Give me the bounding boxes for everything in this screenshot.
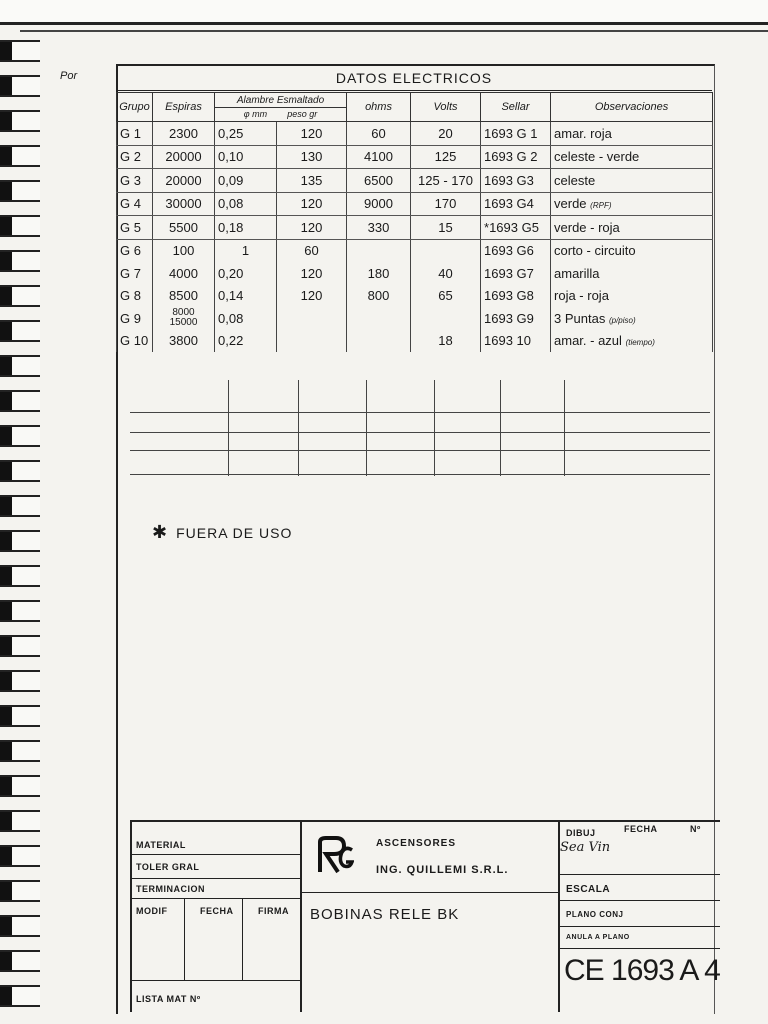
label-modif: MODIF: [136, 906, 168, 916]
top-rule: [20, 30, 768, 32]
cell-espiras: 3800: [153, 330, 215, 353]
cell-volts: 170: [411, 192, 481, 216]
signature: Sea Vin: [560, 840, 611, 855]
tb-line: [558, 874, 720, 875]
cell-espiras: 4000: [153, 262, 215, 285]
binding-ring: [0, 775, 40, 797]
cell-grupo: G 10: [117, 330, 153, 353]
binding-ring: [0, 600, 40, 622]
cell-espiras: 30000: [153, 192, 215, 216]
table-row: [117, 216, 713, 240]
table-header-row: [117, 93, 713, 122]
tb-line: [300, 892, 558, 893]
label-numero: Nº: [690, 824, 701, 834]
cell-espiras: 8500: [153, 285, 215, 308]
cell-grupo: G 2: [117, 145, 153, 169]
obs-text: amar. roja: [554, 125, 612, 141]
top-edge-band: [0, 0, 768, 25]
cell-sellar: 1693 G6: [481, 239, 551, 262]
lista-mat-num: Nº: [189, 994, 201, 1004]
cell-ohms: 800: [347, 285, 411, 308]
header-alambre-peso: peso gr: [287, 108, 318, 119]
cell-espiras: 2300: [153, 122, 215, 146]
spiral-binding: [0, 40, 42, 1024]
grid-vline: [500, 380, 501, 476]
cell-ohms: [347, 330, 411, 353]
cell-obs: [551, 169, 713, 193]
drawing-code: CE 1693 A 4: [564, 954, 720, 987]
grid-hline: [130, 450, 710, 451]
obs-text: 3 Puntas: [554, 310, 606, 326]
out-of-use-note: [152, 522, 292, 543]
table-row: [117, 262, 713, 285]
cell-sellar: 1693 10: [481, 330, 551, 353]
binding-ring: [0, 670, 40, 692]
binding-ring: [0, 880, 40, 902]
binding-ring: [0, 110, 40, 132]
corner-mark: Por: [60, 70, 78, 82]
binding-ring: [0, 390, 40, 412]
cell-grupo: G 9: [117, 307, 153, 330]
cell-ohms: 180: [347, 262, 411, 285]
tb-line: [558, 926, 720, 927]
table-row: [117, 192, 713, 216]
cell-mm: 0,22: [215, 330, 277, 353]
binding-ring: [0, 915, 40, 937]
cell-sellar: 1693 G4: [481, 192, 551, 216]
cell-ohms: [347, 307, 411, 330]
tb-line: [130, 898, 300, 899]
cell-mm: 0,25: [215, 122, 277, 146]
cell-grupo: G 6: [117, 239, 153, 262]
cell-volts: 125: [411, 145, 481, 169]
cell-volts: 65: [411, 285, 481, 308]
header-alambre-label: Alambre Esmaltado: [215, 95, 346, 108]
binding-ring: [0, 810, 40, 832]
obs-text: verde: [554, 196, 587, 212]
label-dibujo: DIBUJ: [566, 828, 596, 838]
binding-ring: [0, 285, 40, 307]
cell-ohms: 330: [347, 216, 411, 240]
cell-mm: 1: [215, 239, 277, 262]
obs-text: amarilla: [554, 265, 600, 281]
cell-espiras: 20000: [153, 145, 215, 169]
label-escala: ESCALA: [566, 884, 611, 895]
cell-mm: 0,08: [215, 307, 277, 330]
cell-obs: [551, 122, 713, 146]
cell-peso: 120: [277, 285, 347, 308]
binding-ring: [0, 845, 40, 867]
cell-espiras: 5500: [153, 216, 215, 240]
table-row: [117, 285, 713, 308]
obs-text: verde - roja: [554, 219, 620, 235]
tb-line: [558, 948, 720, 949]
header-volts: Volts: [411, 93, 481, 122]
cell-peso: 130: [277, 145, 347, 169]
grid-hline: [130, 432, 710, 433]
cell-espiras-b: 15000: [169, 317, 198, 329]
obs-note: (tiempo): [625, 338, 655, 348]
label-toler-gral: TOLER GRAL: [136, 862, 200, 872]
label-anula-plano: ANULA A PLANO: [566, 934, 630, 941]
tb-line: [130, 854, 300, 855]
company-logo: [316, 836, 354, 876]
binding-ring: [0, 355, 40, 377]
header-observaciones: Observaciones: [551, 93, 713, 122]
cell-grupo: G 1: [117, 122, 153, 146]
cell-sellar: 1693 G 2: [481, 145, 551, 169]
company-name-line1: ASCENSORES: [376, 838, 457, 849]
binding-ring: [0, 740, 40, 762]
label-material: MATERIAL: [136, 840, 186, 850]
tb-line: [184, 898, 185, 980]
obs-note: (p/piso): [608, 315, 636, 325]
document-title: DATOS ELECTRICOS: [116, 66, 712, 91]
cell-volts: 20: [411, 122, 481, 146]
cell-peso: 120: [277, 216, 347, 240]
binding-ring: [0, 530, 40, 552]
cell-ohms: 6500: [347, 169, 411, 193]
tb-line: [130, 980, 300, 981]
cell-espiras-a: 8000: [172, 307, 195, 319]
header-sellar: Sellar: [481, 93, 551, 122]
header-alambre: [215, 93, 347, 122]
table-row: [117, 145, 713, 169]
tb-line: [130, 878, 300, 879]
cell-obs: [551, 145, 713, 169]
binding-ring: [0, 250, 40, 272]
cell-peso: 120: [277, 122, 347, 146]
grid-vline: [228, 380, 229, 476]
cell-obs: [551, 330, 713, 353]
header-espiras: Espiras: [153, 93, 215, 122]
cell-mm: 0,08: [215, 192, 277, 216]
tb-line: [300, 822, 302, 1012]
header-grupo: Grupo: [117, 93, 153, 122]
binding-ring: [0, 565, 40, 587]
note-text: FUERA DE USO: [176, 525, 293, 541]
tb-line: [558, 900, 720, 901]
grid-vline: [564, 380, 565, 476]
cell-sellar: 1693 G9: [481, 307, 551, 330]
cell-sellar: 1693 G7: [481, 262, 551, 285]
cell-volts: 125 - 170: [411, 169, 481, 193]
binding-ring: [0, 705, 40, 727]
obs-text: celeste - verde: [554, 149, 640, 165]
cell-grupo: G 8: [117, 285, 153, 308]
cell-obs: [551, 239, 713, 262]
obs-text: amar. - azul: [554, 333, 622, 349]
cell-obs: [551, 192, 713, 216]
cell-obs: [551, 307, 713, 330]
cell-volts: [411, 239, 481, 262]
binding-ring: [0, 180, 40, 202]
label-lista-mat: [136, 994, 201, 1004]
cell-volts: 18: [411, 330, 481, 353]
cell-grupo: G 4: [117, 192, 153, 216]
cell-sellar: 1693 G8: [481, 285, 551, 308]
obs-text: celeste: [554, 172, 596, 188]
grid-hline: [130, 412, 710, 413]
table-row: [117, 169, 713, 193]
label-firma: FIRMA: [258, 906, 289, 916]
binding-ring: [0, 460, 40, 482]
binding-ring: [0, 950, 40, 972]
cell-grupo: G 3: [117, 169, 153, 193]
cell-peso: [277, 307, 347, 330]
cell-espiras: [153, 307, 215, 330]
binding-ring: [0, 985, 40, 1007]
cell-mm: 0,20: [215, 262, 277, 285]
binding-ring: [0, 145, 40, 167]
cell-peso: 120: [277, 192, 347, 216]
cell-mm: 0,10: [215, 145, 277, 169]
cell-sellar: 1693 G3: [481, 169, 551, 193]
cell-peso: 135: [277, 169, 347, 193]
asterisk-icon: ✱: [152, 522, 169, 542]
cell-grupo: G 7: [117, 262, 153, 285]
table-row: [117, 330, 713, 353]
cell-mm: 0,18: [215, 216, 277, 240]
binding-ring: [0, 320, 40, 342]
empty-grid-lines: [116, 380, 712, 480]
binding-ring: [0, 495, 40, 517]
label-terminacion: TERMINACION: [136, 884, 205, 894]
cell-sellar: 1693 G 1: [481, 122, 551, 146]
cell-ohms: 9000: [347, 192, 411, 216]
grid-vline: [366, 380, 367, 476]
cell-ohms: 60: [347, 122, 411, 146]
grid-hline: [130, 474, 710, 475]
label-plano-conj: PLANO CONJ: [566, 910, 624, 919]
cell-ohms: [347, 239, 411, 262]
binding-ring: [0, 40, 40, 62]
part-name: BOBINAS RELE BK: [310, 906, 460, 923]
cell-espiras: 100: [153, 239, 215, 262]
electrical-data-table: [116, 92, 713, 352]
label-fecha2: FECHA: [624, 824, 658, 834]
table-row: [117, 307, 713, 330]
header-alambre-mm: φ mm: [243, 108, 268, 119]
cell-ohms: 4100: [347, 145, 411, 169]
cell-obs: [551, 285, 713, 308]
cell-peso: 60: [277, 239, 347, 262]
header-ohms: ohms: [347, 93, 411, 122]
tb-line: [130, 822, 132, 1012]
binding-ring: [0, 75, 40, 97]
cell-peso: [277, 330, 347, 353]
obs-note: (RPF): [590, 201, 612, 211]
label-fecha: FECHA: [200, 906, 234, 916]
cell-obs: [551, 262, 713, 285]
grid-vline: [434, 380, 435, 476]
binding-ring: [0, 635, 40, 657]
cell-obs: [551, 216, 713, 240]
company-name-line2: ING. QUILLEMI S.R.L.: [376, 864, 509, 876]
binding-ring: [0, 425, 40, 447]
cell-grupo: G 5: [117, 216, 153, 240]
cell-mm: 0,14: [215, 285, 277, 308]
cell-volts: 40: [411, 262, 481, 285]
cell-espiras: 20000: [153, 169, 215, 193]
table-row: [117, 239, 713, 262]
lista-mat-text: LISTA MAT: [136, 994, 187, 1004]
cell-volts: [411, 307, 481, 330]
binding-ring: [0, 215, 40, 237]
header-alambre-sub: [215, 108, 346, 120]
title-block: [130, 820, 720, 1012]
obs-text: corto - circuito: [554, 243, 636, 259]
grid-vline: [298, 380, 299, 476]
cell-peso: 120: [277, 262, 347, 285]
cell-sellar: *1693 G5: [481, 216, 551, 240]
table-row: [117, 122, 713, 146]
tb-line: [242, 898, 243, 980]
cell-volts: 15: [411, 216, 481, 240]
obs-text: roja - roja: [554, 288, 609, 304]
cell-mm: 0,09: [215, 169, 277, 193]
